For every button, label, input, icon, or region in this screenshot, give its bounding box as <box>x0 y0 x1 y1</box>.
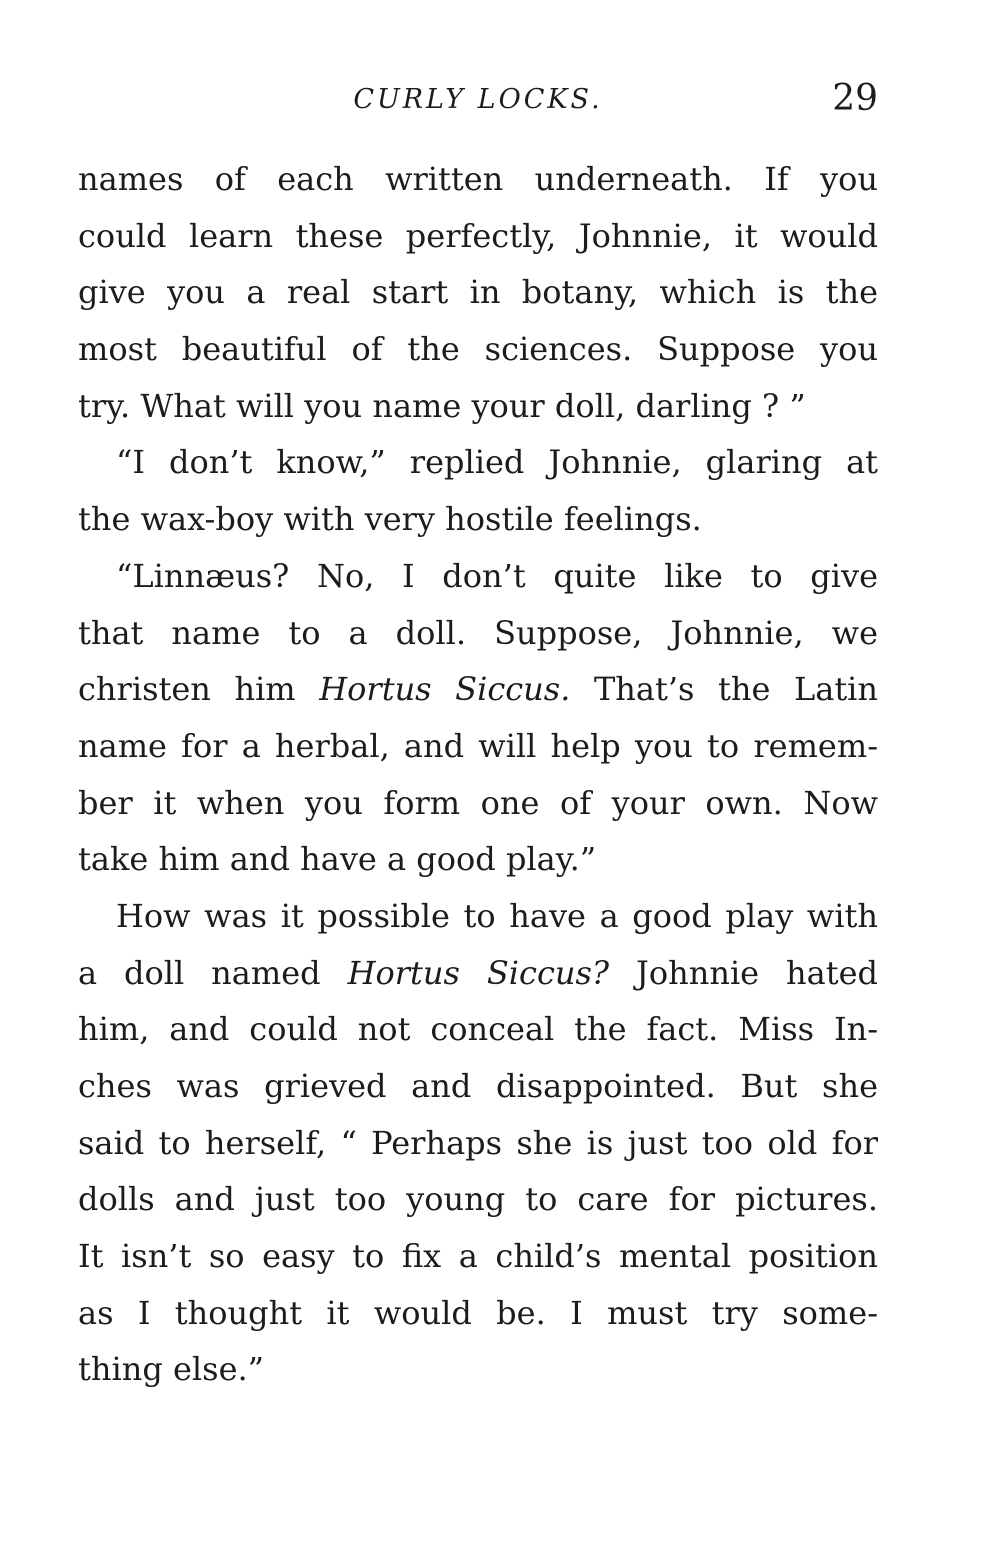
text-line: “I don’t know,” replied Johnnie, glaring at <box>116 443 878 482</box>
line-text-end: That’s the Latin <box>570 670 878 709</box>
italic-title: Hortus Siccus? <box>347 953 610 992</box>
text-line: take him and have a good play.” <box>78 840 597 879</box>
text-line: ber it when you form one of your own. Now <box>78 783 878 822</box>
text-line: name for a herbal, and will help you to remem- <box>78 726 878 765</box>
text-line <box>78 661 878 718</box>
text-line: try. What will you name your doll, darling ? ” <box>78 386 806 425</box>
text-line: him, and could not conceal the fact. Miss In- <box>78 1010 878 1049</box>
body-text <box>78 151 878 1398</box>
text-line: names of each written underneath. If you <box>78 160 878 198</box>
text-line: most beautiful of the sciences. Suppose you <box>78 330 878 369</box>
text-line: How was it possible to have a good play with <box>116 896 878 935</box>
text-line: ches was grieved and disappointed. But she <box>78 1067 878 1105</box>
text-line: give you a real start in botany, which is the <box>78 273 878 312</box>
text-line: It isn’t so easy to fix a child’s mental position <box>78 1237 878 1276</box>
page-number: 29 <box>832 78 878 119</box>
line-text-start: a doll named <box>78 953 348 992</box>
text-line: as I thought it would be. I must try some- <box>78 1293 878 1332</box>
text-line: the wax-boy with very hostile feelings. <box>78 500 702 539</box>
running-head <box>78 78 878 122</box>
line-text-end: Johnnie hated <box>609 953 878 992</box>
text-line: that name to a doll. Suppose, Johnnie, we <box>78 613 878 652</box>
text-line: “Linnæus? No, I don’t quite like to give <box>116 556 878 595</box>
line-text-start: christen him <box>78 670 320 709</box>
text-line: dolls and just too young to care for pictures. <box>78 1180 878 1219</box>
text-line: thing else.” <box>78 1350 265 1389</box>
italic-title: Hortus Siccus. <box>319 670 571 709</box>
text-line: said to herself, “ Perhaps she is just too old for <box>78 1123 878 1162</box>
running-title: CURLY LOCKS. <box>353 84 603 115</box>
text-line <box>78 945 878 1002</box>
text-line: could learn these perfectly, Johnnie, it would <box>78 216 878 255</box>
